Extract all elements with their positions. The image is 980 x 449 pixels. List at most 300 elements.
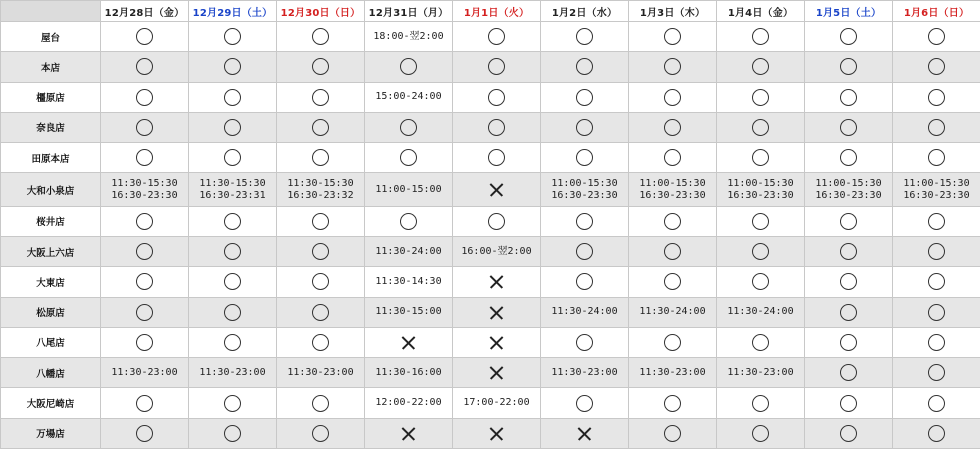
open-circle-icon bbox=[576, 58, 593, 75]
hours-text: 11:30-24:00 bbox=[551, 306, 618, 318]
store-row bbox=[1, 112, 980, 142]
hours-cell bbox=[629, 173, 717, 206]
open-circle-icon bbox=[928, 395, 945, 412]
open-circle-icon bbox=[840, 425, 857, 442]
store-name: 万場店 bbox=[1, 418, 101, 448]
open-circle-icon bbox=[136, 304, 153, 321]
open-circle-icon bbox=[224, 89, 241, 106]
open-cell bbox=[629, 206, 717, 236]
open-circle-icon bbox=[664, 334, 681, 351]
store-name: 大東店 bbox=[1, 267, 101, 297]
open-circle-icon bbox=[928, 364, 945, 381]
hours-cell bbox=[365, 236, 453, 266]
open-circle-icon bbox=[488, 58, 505, 75]
hours-cell bbox=[365, 297, 453, 327]
open-circle-icon bbox=[576, 213, 593, 230]
open-circle-icon bbox=[840, 273, 857, 290]
store-row bbox=[1, 297, 980, 327]
open-cell bbox=[717, 112, 805, 142]
open-circle-icon bbox=[664, 89, 681, 106]
open-cell bbox=[365, 143, 453, 173]
open-cell bbox=[453, 143, 541, 173]
open-cell bbox=[277, 22, 365, 52]
closed-cell bbox=[453, 418, 541, 448]
open-cell bbox=[717, 388, 805, 418]
open-cell bbox=[893, 297, 980, 327]
open-circle-icon bbox=[400, 213, 417, 230]
hours-text: 15:00-24:00 bbox=[375, 91, 442, 103]
open-circle-icon bbox=[136, 149, 153, 166]
store-name: 本店 bbox=[1, 52, 101, 82]
open-cell bbox=[541, 112, 629, 142]
store-row bbox=[1, 206, 980, 236]
open-circle-icon bbox=[928, 425, 945, 442]
open-circle-icon bbox=[136, 28, 153, 45]
open-cell bbox=[805, 22, 893, 52]
store-row bbox=[1, 358, 980, 388]
store-name: 橿原店 bbox=[1, 82, 101, 112]
store-rows bbox=[1, 22, 980, 449]
open-cell bbox=[717, 236, 805, 266]
hours-text: 11:30-15:30 16:30-23:32 bbox=[287, 177, 354, 201]
hours-cell bbox=[541, 358, 629, 388]
open-circle-icon bbox=[312, 425, 329, 442]
open-circle-icon bbox=[928, 58, 945, 75]
closed-cell bbox=[541, 418, 629, 448]
date-header: 1月5日（土） bbox=[805, 1, 893, 22]
open-cell bbox=[541, 206, 629, 236]
open-circle-icon bbox=[488, 213, 505, 230]
open-cell bbox=[629, 267, 717, 297]
open-circle-icon bbox=[488, 149, 505, 166]
open-circle-icon bbox=[576, 334, 593, 351]
closed-cell bbox=[453, 327, 541, 357]
open-circle-icon bbox=[576, 89, 593, 106]
open-circle-icon bbox=[312, 243, 329, 260]
open-circle-icon bbox=[664, 395, 681, 412]
cross-icon bbox=[489, 305, 504, 320]
open-circle-icon bbox=[576, 149, 593, 166]
hours-text: 11:00-15:00 bbox=[375, 183, 442, 195]
store-row bbox=[1, 236, 980, 266]
open-cell bbox=[189, 22, 277, 52]
open-cell bbox=[805, 143, 893, 173]
hours-text: 18:00-翌2:00 bbox=[373, 30, 444, 42]
open-cell bbox=[101, 327, 189, 357]
open-cell bbox=[189, 418, 277, 448]
open-circle-icon bbox=[928, 243, 945, 260]
date-header: 1月2日（水） bbox=[541, 1, 629, 22]
open-circle-icon bbox=[312, 304, 329, 321]
open-cell bbox=[717, 143, 805, 173]
open-cell bbox=[893, 358, 980, 388]
open-cell bbox=[717, 206, 805, 236]
open-cell bbox=[629, 236, 717, 266]
open-circle-icon bbox=[312, 58, 329, 75]
open-cell bbox=[101, 267, 189, 297]
cross-icon bbox=[489, 182, 504, 197]
open-cell bbox=[365, 112, 453, 142]
open-cell bbox=[277, 206, 365, 236]
open-circle-icon bbox=[136, 213, 153, 230]
store-row bbox=[1, 327, 980, 357]
hours-cell bbox=[629, 358, 717, 388]
open-circle-icon bbox=[224, 58, 241, 75]
open-circle-icon bbox=[400, 149, 417, 166]
open-cell bbox=[541, 267, 629, 297]
open-cell bbox=[277, 297, 365, 327]
open-circle-icon bbox=[136, 395, 153, 412]
open-circle-icon bbox=[664, 58, 681, 75]
open-circle-icon bbox=[752, 149, 769, 166]
open-circle-icon bbox=[576, 273, 593, 290]
open-circle-icon bbox=[840, 304, 857, 321]
open-cell bbox=[541, 327, 629, 357]
open-cell bbox=[189, 267, 277, 297]
open-cell bbox=[189, 52, 277, 82]
open-circle-icon bbox=[840, 334, 857, 351]
open-cell bbox=[893, 82, 980, 112]
open-circle-icon bbox=[928, 273, 945, 290]
open-circle-icon bbox=[224, 213, 241, 230]
open-cell bbox=[101, 52, 189, 82]
open-cell bbox=[629, 22, 717, 52]
open-cell bbox=[717, 22, 805, 52]
open-circle-icon bbox=[224, 395, 241, 412]
hours-text: 11:00-15:30 16:30-23:30 bbox=[815, 177, 882, 201]
open-circle-icon bbox=[752, 58, 769, 75]
open-circle-icon bbox=[752, 119, 769, 136]
open-circle-icon bbox=[840, 89, 857, 106]
store-row bbox=[1, 267, 980, 297]
open-circle-icon bbox=[752, 213, 769, 230]
open-cell bbox=[805, 206, 893, 236]
hours-cell bbox=[453, 388, 541, 418]
open-circle-icon bbox=[136, 58, 153, 75]
hours-cell bbox=[101, 358, 189, 388]
hours-text: 11:30-23:00 bbox=[287, 366, 354, 378]
open-circle-icon bbox=[136, 89, 153, 106]
open-circle-icon bbox=[400, 119, 417, 136]
hours-cell bbox=[717, 173, 805, 206]
open-cell bbox=[893, 327, 980, 357]
date-header: 1月3日（木） bbox=[629, 1, 717, 22]
open-cell bbox=[189, 236, 277, 266]
hours-text: 11:30-23:00 bbox=[551, 366, 618, 378]
open-cell bbox=[805, 52, 893, 82]
open-circle-icon bbox=[928, 149, 945, 166]
store-name: 松原店 bbox=[1, 297, 101, 327]
date-header-row bbox=[1, 1, 980, 22]
store-row bbox=[1, 173, 980, 206]
hours-text: 11:30-24:00 bbox=[727, 306, 794, 318]
date-header: 1月4日（金） bbox=[717, 1, 805, 22]
open-cell bbox=[717, 52, 805, 82]
corner-cell bbox=[1, 1, 101, 22]
hours-cell bbox=[629, 297, 717, 327]
open-cell bbox=[277, 112, 365, 142]
open-cell bbox=[277, 52, 365, 82]
open-cell bbox=[189, 206, 277, 236]
open-cell bbox=[453, 82, 541, 112]
store-name: 大和小泉店 bbox=[1, 173, 101, 206]
open-circle-icon bbox=[840, 119, 857, 136]
open-circle-icon bbox=[224, 149, 241, 166]
open-circle-icon bbox=[752, 243, 769, 260]
open-cell bbox=[101, 297, 189, 327]
open-circle-icon bbox=[928, 28, 945, 45]
open-cell bbox=[893, 22, 980, 52]
open-circle-icon bbox=[312, 395, 329, 412]
open-cell bbox=[277, 418, 365, 448]
open-circle-icon bbox=[576, 395, 593, 412]
open-cell bbox=[629, 418, 717, 448]
open-cell bbox=[541, 52, 629, 82]
hours-text: 11:00-15:30 16:30-23:30 bbox=[903, 177, 970, 201]
hours-text: 12:00-22:00 bbox=[375, 397, 442, 409]
hours-text: 11:00-15:30 16:30-23:30 bbox=[551, 177, 618, 201]
open-circle-icon bbox=[136, 425, 153, 442]
hours-text: 11:30-23:00 bbox=[199, 366, 266, 378]
open-circle-icon bbox=[840, 58, 857, 75]
open-cell bbox=[893, 236, 980, 266]
store-name: 奈良店 bbox=[1, 112, 101, 142]
cross-icon bbox=[489, 274, 504, 289]
hours-cell bbox=[893, 173, 980, 206]
open-circle-icon bbox=[224, 119, 241, 136]
open-circle-icon bbox=[576, 243, 593, 260]
open-circle-icon bbox=[576, 119, 593, 136]
hours-text: 16:00-翌2:00 bbox=[461, 245, 532, 257]
open-circle-icon bbox=[488, 28, 505, 45]
cross-icon bbox=[401, 426, 416, 441]
open-circle-icon bbox=[488, 119, 505, 136]
open-cell bbox=[805, 236, 893, 266]
open-cell bbox=[189, 82, 277, 112]
open-circle-icon bbox=[752, 395, 769, 412]
hours-text: 11:30-15:00 bbox=[375, 306, 442, 318]
open-cell bbox=[189, 112, 277, 142]
hours-cell bbox=[805, 173, 893, 206]
store-name: 大阪上六店 bbox=[1, 236, 101, 266]
open-circle-icon bbox=[224, 28, 241, 45]
open-circle-icon bbox=[312, 213, 329, 230]
hours-text: 11:30-15:30 16:30-23:30 bbox=[111, 177, 178, 201]
open-circle-icon bbox=[664, 28, 681, 45]
open-circle-icon bbox=[840, 395, 857, 412]
open-cell bbox=[101, 112, 189, 142]
open-circle-icon bbox=[840, 213, 857, 230]
open-cell bbox=[893, 112, 980, 142]
open-cell bbox=[101, 82, 189, 112]
open-cell bbox=[717, 327, 805, 357]
hours-cell bbox=[365, 173, 453, 206]
open-cell bbox=[805, 418, 893, 448]
open-cell bbox=[629, 143, 717, 173]
open-cell bbox=[453, 52, 541, 82]
open-circle-icon bbox=[840, 364, 857, 381]
date-header: 12月30日（日） bbox=[277, 1, 365, 22]
store-row bbox=[1, 418, 980, 448]
open-cell bbox=[101, 236, 189, 266]
open-cell bbox=[541, 388, 629, 418]
open-circle-icon bbox=[136, 334, 153, 351]
open-circle-icon bbox=[312, 334, 329, 351]
open-circle-icon bbox=[752, 273, 769, 290]
open-cell bbox=[277, 267, 365, 297]
hours-text: 11:00-15:30 16:30-23:30 bbox=[727, 177, 794, 201]
open-circle-icon bbox=[312, 273, 329, 290]
open-cell bbox=[101, 22, 189, 52]
open-cell bbox=[277, 143, 365, 173]
open-cell bbox=[453, 206, 541, 236]
open-circle-icon bbox=[400, 58, 417, 75]
open-cell bbox=[277, 236, 365, 266]
store-name: 大阪尼崎店 bbox=[1, 388, 101, 418]
open-cell bbox=[629, 82, 717, 112]
open-cell bbox=[541, 143, 629, 173]
open-circle-icon bbox=[664, 243, 681, 260]
open-circle-icon bbox=[136, 243, 153, 260]
closed-cell bbox=[365, 327, 453, 357]
hours-cell bbox=[365, 22, 453, 52]
hours-text: 11:30-24:00 bbox=[639, 306, 706, 318]
open-circle-icon bbox=[752, 28, 769, 45]
open-circle-icon bbox=[312, 89, 329, 106]
open-cell bbox=[189, 327, 277, 357]
hours-text: 11:30-16:00 bbox=[375, 366, 442, 378]
store-name: 田原本店 bbox=[1, 143, 101, 173]
open-circle-icon bbox=[664, 119, 681, 136]
date-header: 1月1日（火） bbox=[453, 1, 541, 22]
hours-text: 17:00-22:00 bbox=[463, 397, 530, 409]
hours-cell bbox=[189, 173, 277, 206]
open-cell bbox=[277, 82, 365, 112]
open-cell bbox=[541, 22, 629, 52]
store-row bbox=[1, 22, 980, 52]
open-cell bbox=[805, 82, 893, 112]
store-row bbox=[1, 143, 980, 173]
open-circle-icon bbox=[136, 119, 153, 136]
open-circle-icon bbox=[312, 149, 329, 166]
open-cell bbox=[717, 82, 805, 112]
date-header: 12月31日（月） bbox=[365, 1, 453, 22]
open-circle-icon bbox=[224, 243, 241, 260]
store-name: 八尾店 bbox=[1, 327, 101, 357]
open-circle-icon bbox=[752, 425, 769, 442]
open-circle-icon bbox=[224, 304, 241, 321]
cross-icon bbox=[489, 335, 504, 350]
hours-text: 11:30-23:00 bbox=[111, 366, 178, 378]
hours-cell bbox=[541, 173, 629, 206]
open-circle-icon bbox=[840, 149, 857, 166]
open-cell bbox=[717, 267, 805, 297]
open-circle-icon bbox=[840, 28, 857, 45]
hours-cell bbox=[101, 173, 189, 206]
open-circle-icon bbox=[664, 273, 681, 290]
open-cell bbox=[805, 358, 893, 388]
open-cell bbox=[189, 143, 277, 173]
store-name: 屋台 bbox=[1, 22, 101, 52]
hours-cell bbox=[717, 297, 805, 327]
hours-cell bbox=[189, 358, 277, 388]
hours-cell bbox=[277, 358, 365, 388]
open-cell bbox=[101, 143, 189, 173]
open-circle-icon bbox=[224, 425, 241, 442]
date-header: 1月6日（日） bbox=[893, 1, 980, 22]
open-cell bbox=[893, 143, 980, 173]
open-circle-icon bbox=[224, 334, 241, 351]
open-cell bbox=[805, 327, 893, 357]
cross-icon bbox=[489, 365, 504, 380]
open-cell bbox=[101, 388, 189, 418]
open-cell bbox=[189, 388, 277, 418]
open-cell bbox=[805, 267, 893, 297]
open-circle-icon bbox=[664, 425, 681, 442]
open-cell bbox=[629, 388, 717, 418]
cross-icon bbox=[401, 335, 416, 350]
open-circle-icon bbox=[664, 213, 681, 230]
open-circle-icon bbox=[928, 213, 945, 230]
store-row bbox=[1, 388, 980, 418]
open-cell bbox=[277, 388, 365, 418]
hours-cell bbox=[365, 82, 453, 112]
open-cell bbox=[717, 418, 805, 448]
open-cell bbox=[453, 112, 541, 142]
open-cell bbox=[629, 327, 717, 357]
open-circle-icon bbox=[928, 304, 945, 321]
open-cell bbox=[277, 327, 365, 357]
date-header: 12月28日（金） bbox=[101, 1, 189, 22]
hours-text: 11:30-23:00 bbox=[727, 366, 794, 378]
open-circle-icon bbox=[488, 89, 505, 106]
open-cell bbox=[365, 206, 453, 236]
open-cell bbox=[893, 418, 980, 448]
open-cell bbox=[893, 267, 980, 297]
open-cell bbox=[893, 52, 980, 82]
open-circle-icon bbox=[576, 28, 593, 45]
hours-text: 11:30-15:30 16:30-23:31 bbox=[199, 177, 266, 201]
cross-icon bbox=[489, 426, 504, 441]
open-cell bbox=[629, 52, 717, 82]
closed-cell bbox=[365, 418, 453, 448]
hours-text: 11:30-23:00 bbox=[639, 366, 706, 378]
open-cell bbox=[365, 52, 453, 82]
open-circle-icon bbox=[928, 119, 945, 136]
open-circle-icon bbox=[928, 334, 945, 351]
hours-text: 11:00-15:30 16:30-23:30 bbox=[639, 177, 706, 201]
open-cell bbox=[893, 388, 980, 418]
open-circle-icon bbox=[312, 28, 329, 45]
open-cell bbox=[805, 388, 893, 418]
hours-cell bbox=[277, 173, 365, 206]
open-cell bbox=[101, 206, 189, 236]
closed-cell bbox=[453, 358, 541, 388]
store-name: 八幡店 bbox=[1, 358, 101, 388]
open-circle-icon bbox=[840, 243, 857, 260]
hours-cell bbox=[365, 358, 453, 388]
open-circle-icon bbox=[752, 89, 769, 106]
hours-text: 11:30-24:00 bbox=[375, 245, 442, 257]
open-cell bbox=[805, 112, 893, 142]
hours-cell bbox=[717, 358, 805, 388]
open-cell bbox=[629, 112, 717, 142]
store-row bbox=[1, 82, 980, 112]
open-circle-icon bbox=[136, 273, 153, 290]
date-header: 12月29日（土） bbox=[189, 1, 277, 22]
open-circle-icon bbox=[928, 89, 945, 106]
open-cell bbox=[893, 206, 980, 236]
